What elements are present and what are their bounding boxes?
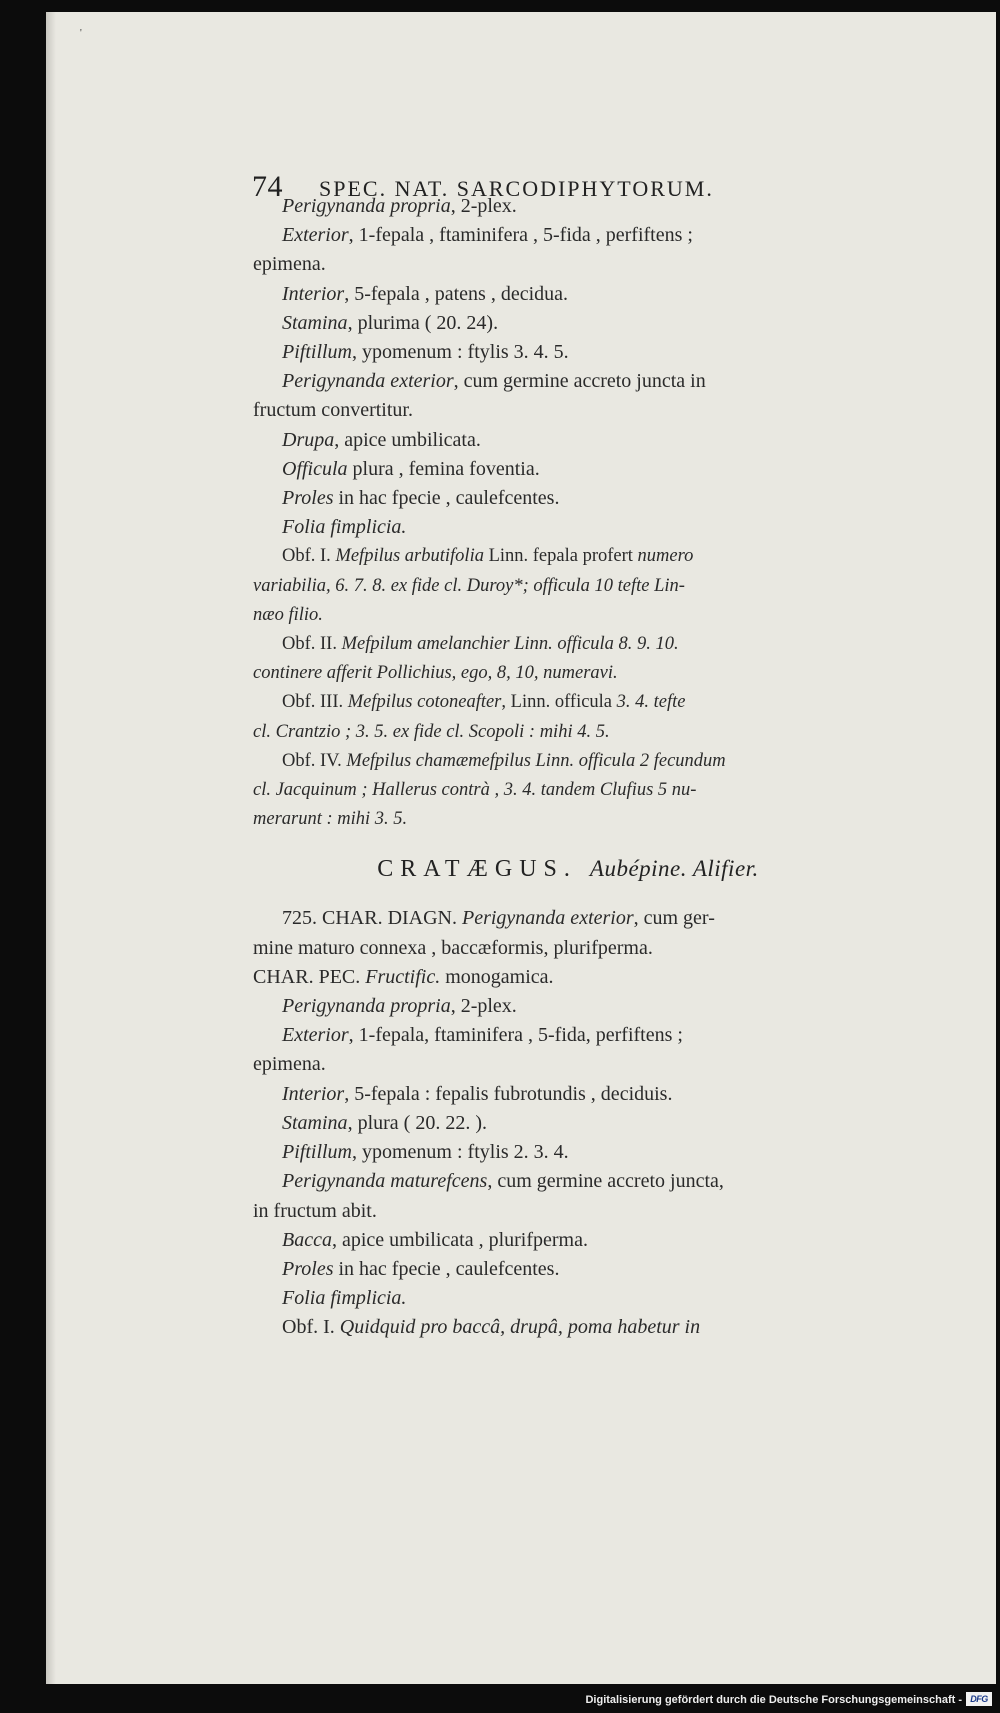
text-line (253, 934, 883, 963)
text-line (253, 426, 883, 455)
label: 725. CHAR. DIAGN. (282, 907, 462, 930)
text-line (253, 1167, 883, 1196)
text-line (253, 513, 883, 542)
obs-italic: Mefpilus chamæmefpilus Linn. officula 2 fecundum (346, 750, 726, 771)
term: Interior (282, 282, 345, 305)
term: Bacca (282, 1228, 332, 1251)
text: , 2-plex. (450, 995, 517, 1018)
observation-line (253, 805, 883, 834)
page-gutter (46, 12, 56, 1684)
term: Folia fimplicia. (282, 516, 407, 539)
text-line (253, 396, 883, 425)
text-line (253, 1109, 883, 1138)
term: Quidquid pro baccâ, drupâ, poma habetur in (339, 1316, 701, 1339)
dfg-logo: DFG (966, 1692, 992, 1706)
obs-italic: 3. 4. tefte (616, 692, 686, 713)
section-mespilus (253, 192, 883, 542)
term: Fructific. (365, 965, 441, 988)
term: Drupa (282, 428, 335, 451)
text: , ypomenum : ftylis 3. 4. 5. (352, 341, 569, 364)
genus-vernacular: Aubépine. Alifier. (589, 856, 759, 882)
page-number: 74 (252, 170, 283, 203)
term: Perigynanda propria (282, 195, 451, 217)
text-line (253, 1255, 883, 1284)
label: Obf. I. (282, 1316, 340, 1339)
obs-italic: numero (637, 546, 694, 567)
observation-line (253, 572, 883, 601)
term: Stamina (282, 311, 348, 334)
term: Proles (282, 487, 334, 510)
term: Exterior (282, 224, 349, 247)
text: , plurima ( 20. 24). (347, 311, 499, 334)
text-line (253, 455, 883, 484)
obs-label: Obf. IV. (282, 750, 347, 771)
obs-label: Obf. III. (282, 692, 348, 713)
text: , ypomenum : ftylis 2. 3. 4. (352, 1141, 569, 1164)
text: , plura ( 20. 22. ). (347, 1111, 487, 1134)
text: , apice umbilicata. (334, 428, 481, 451)
obs-italic: cl. Jacquinum ; Hallerus contrà , 3. 4. tandem Clufius 5 nu- (253, 780, 697, 801)
text-line (253, 309, 883, 338)
observation-line (253, 747, 883, 776)
genus-heading (253, 856, 883, 883)
section-crataegus (253, 904, 883, 1342)
text: monogamica. (440, 965, 554, 988)
observation-line (253, 659, 883, 688)
obs-italic: merarunt : mihi 3. 5. (253, 809, 408, 830)
term: Perigynanda maturefcens (282, 1170, 488, 1193)
text: , cum ger- (633, 907, 715, 930)
margin-mark: ' (80, 28, 82, 39)
text: , 2-plex. (450, 195, 517, 217)
observation-line (253, 630, 883, 659)
digitization-footer (0, 1684, 1000, 1713)
obs-italic: variabilia, 6. 7. 8. ex fide cl. Duroy*; officula 10 tefte Lin- (253, 575, 685, 596)
term: Interior (282, 1082, 345, 1105)
text: fructum convertitur. (253, 399, 413, 422)
text: plura , femina foventia. (347, 457, 540, 480)
page-body (253, 192, 883, 1343)
term: Stamina (282, 1111, 348, 1134)
text: , 1-fepala, ftaminifera , 5-fida, perfiftens ; (348, 1024, 683, 1047)
text-line (253, 1197, 883, 1226)
text: epimena. (253, 1053, 326, 1076)
text-line (253, 484, 883, 513)
term: Proles (282, 1257, 334, 1280)
text: in hac fpecie , caulefcentes. (333, 487, 560, 510)
observation-line (253, 542, 883, 571)
observation-line (253, 718, 883, 747)
term: Piftillum (282, 341, 352, 364)
text: epimena. (253, 253, 326, 276)
funding-credit: Digitalisierung gefördert durch die Deutsche Forschungsgemeinschaft - (585, 1694, 962, 1706)
text-line (253, 367, 883, 396)
text-line (253, 221, 883, 250)
text-line (253, 992, 883, 1021)
text-line (253, 1138, 883, 1167)
obs-italic: cl. Crantzio ; 3. 5. ex fide cl. Scopoli : mihi 4. 5. (253, 721, 610, 742)
text-line (253, 250, 883, 279)
term: Perigynanda exterior (462, 907, 634, 930)
text: , 1-fepala , ftaminifera , 5-fida , perfiftens ; (348, 224, 693, 247)
text-line (253, 1021, 883, 1050)
obs-label: Obf. I. (282, 546, 336, 567)
obs-italic: Mefpilus cotoneafter (347, 692, 502, 713)
observation-line (253, 688, 883, 717)
text: , 5-fepala : fepalis fubrotundis , deciduis. (344, 1082, 673, 1105)
term: Exterior (282, 1024, 349, 1047)
text-line (253, 1050, 883, 1079)
obs-italic: Mefpilum amelanchier Linn. officula 8. 9. 10. (341, 634, 679, 655)
term: Folia fimplicia. (282, 1287, 407, 1310)
obs-italic: continere afferit Pollichius, ego, 8, 10, numeravi. (253, 663, 618, 684)
running-title: SPEC. NAT. SARCODIPHYTORUM. (319, 176, 714, 201)
text-line (253, 963, 883, 992)
term: Piftillum (282, 1141, 352, 1164)
term: Perigynanda propria (282, 995, 451, 1018)
text-line (253, 1284, 883, 1313)
obs-italic: Mefpilus arbutifolia (335, 546, 484, 567)
text-line (253, 280, 883, 309)
text: in fructum abit. (253, 1199, 377, 1222)
genus-name: CRATÆGUS. (377, 856, 577, 883)
text: , apice umbilicata , plurifperma. (331, 1228, 588, 1251)
text-line (253, 1226, 883, 1255)
text-line (253, 904, 883, 933)
observation-line (253, 776, 883, 805)
text-line (253, 192, 883, 221)
term: Perigynanda exterior (282, 370, 454, 393)
obs-italic: næo filio. (253, 604, 323, 625)
text: , cum germine accreto juncta, (487, 1170, 724, 1193)
text: , cum germine accreto juncta in (453, 370, 706, 393)
text-line (253, 338, 883, 367)
obs-text: Linn. fepala profert (483, 546, 638, 567)
text-line (253, 1313, 883, 1342)
term: Officula (282, 457, 348, 480)
label: CHAR. PEC. (253, 965, 366, 988)
text: in hac fpecie , caulefcentes. (333, 1257, 560, 1280)
text: mine maturo connexa , baccæformis, plurifperma. (253, 936, 653, 959)
observations-mespilus (253, 542, 883, 834)
obs-text: , Linn. officula (501, 692, 617, 713)
text-line (253, 1080, 883, 1109)
text: , 5-fepala , patens , decidua. (344, 282, 569, 305)
observation-line (253, 601, 883, 630)
obs-label: Obf. II. (282, 634, 342, 655)
